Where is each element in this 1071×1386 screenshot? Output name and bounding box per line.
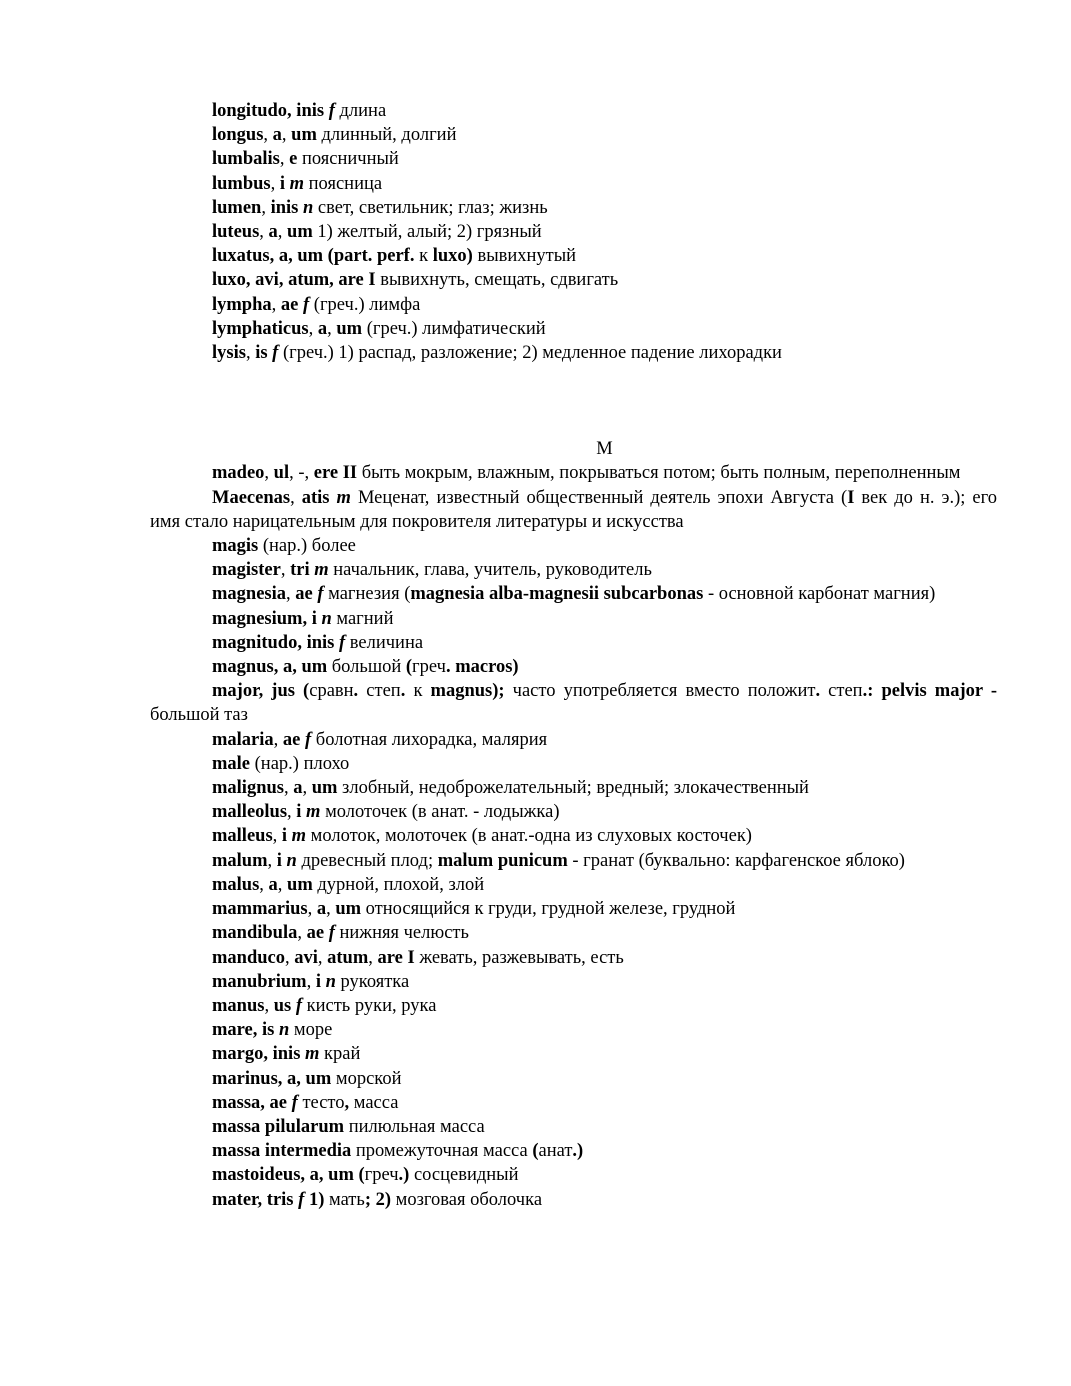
entry-term: malum punicum — [437, 850, 568, 871]
dictionary-entry — [150, 268, 997, 292]
entry-definition: , — [368, 947, 378, 968]
entry-definition: (нар.) плохо — [250, 753, 350, 774]
entry-term: ere II — [313, 463, 358, 484]
entry-term: luxo) — [432, 246, 473, 267]
entry-term: manubrium — [212, 971, 307, 992]
entry-definition: быть мокрым, влажным, покрываться потом; быть полным, переполненным — [357, 463, 961, 484]
entry-definition: , — [264, 463, 274, 484]
entry-term: .: pelvis major - — [862, 681, 998, 702]
entry-term: magnesia alba-magnesii subcarbonas — [410, 584, 704, 605]
entry-term: ( — [405, 657, 413, 678]
entry-term: e — [289, 149, 298, 170]
entry-term: inis — [270, 197, 303, 218]
entry-definition: край — [319, 1044, 361, 1065]
entry-definition: магнезия ( — [323, 584, 411, 605]
entry-definition: , — [290, 487, 302, 508]
entry-gender: m — [314, 560, 329, 581]
entry-gender: f — [298, 1189, 305, 1210]
entry-definition: анат — [538, 1141, 573, 1162]
dictionary-entry — [150, 946, 997, 970]
entry-definition: степ — [828, 681, 863, 702]
dictionary-entry — [150, 534, 997, 558]
entry-term: malum — [212, 850, 268, 871]
section-l-entries — [150, 99, 997, 365]
entry-definition: молоточек (в анат. - лодыжка) — [320, 802, 560, 823]
entry-definition: часто употребляется вместо положит — [504, 681, 816, 702]
entry-definition: , — [317, 947, 328, 968]
entry-gender: n — [286, 850, 297, 871]
entry-term: longus — [212, 125, 264, 146]
entry-definition: , — [264, 995, 274, 1016]
entry-definition: , — [326, 899, 336, 920]
entry-definition: рукоятка — [335, 971, 410, 992]
entry-term: is — [255, 343, 273, 364]
entry-term: malus — [212, 874, 260, 895]
entry-term: i — [276, 850, 287, 871]
entry-definition: пилюльная масса — [344, 1116, 485, 1137]
entry-definition: мозговая оболочка — [391, 1189, 543, 1210]
entry-gender: n — [321, 608, 332, 629]
dictionary-entry — [150, 728, 997, 752]
entry-definition: , — [280, 560, 291, 581]
entry-term: magnesium, i — [212, 608, 322, 629]
entry-definition: греч — [364, 1165, 399, 1186]
entry-definition: , — [277, 222, 288, 243]
dictionary-entry — [150, 655, 997, 679]
entry-term: malaria — [212, 729, 274, 750]
entry-definition: сравн — [309, 681, 354, 702]
entry-definition: нижняя челюсть — [334, 923, 469, 944]
entry-term: mandibula — [212, 923, 298, 944]
entry-definition: (греч.) лимфатический — [362, 318, 546, 339]
dictionary-entry — [150, 244, 997, 268]
entry-term: tri — [290, 560, 315, 581]
entry-term: lumbalis — [212, 149, 280, 170]
entry-term: madeo — [212, 463, 265, 484]
entry-term: um — [335, 899, 362, 920]
entry-term: um — [287, 222, 313, 243]
entry-definition: , — [245, 343, 256, 364]
entry-term: magnus); — [430, 681, 505, 702]
entry-term: mater, tris — [212, 1189, 299, 1210]
dictionary-entry — [150, 824, 997, 848]
entry-term: mastoideus, a, um ( — [212, 1165, 365, 1186]
entry-definition: море — [289, 1020, 333, 1041]
entry-gender: f — [302, 294, 310, 315]
entry-definition: сосцевидный — [409, 1165, 519, 1186]
entry-definition: , — [287, 802, 297, 823]
entry-definition: масса — [349, 1092, 399, 1113]
dictionary-entry — [150, 1091, 997, 1115]
entry-term: massa intermedia — [212, 1141, 352, 1162]
entry-term: ae — [306, 923, 329, 944]
entry-definition: злобный, недоброжелательный; вредный; злокачественный — [337, 778, 809, 799]
entry-definition: , — [281, 125, 292, 146]
entry-term: luxatus, a, um (part. perf. — [212, 246, 415, 267]
dictionary-entry — [150, 558, 997, 582]
entry-term: I — [847, 487, 855, 508]
letter-heading: M — [596, 439, 613, 460]
entry-definition: магний — [331, 608, 394, 629]
entry-definition: - основной карбонат магния) — [703, 584, 936, 605]
section-gap — [150, 365, 997, 437]
entry-definition: греч — [412, 657, 446, 678]
dictionary-entry — [150, 631, 997, 655]
dictionary-entry — [150, 752, 997, 776]
entry-definition: относящийся к груди, грудной железе, грудной — [361, 899, 736, 920]
entry-gender: m — [289, 173, 305, 194]
entry-term: . — [353, 681, 367, 702]
entry-definition: степ — [366, 681, 401, 702]
entry-definition: , — [285, 947, 295, 968]
dictionary-entry — [150, 461, 997, 485]
entry-term: a — [316, 899, 327, 920]
dictionary-entry — [150, 679, 997, 727]
entry-term: 1) — [304, 1189, 325, 1210]
entry-definition: , — [263, 125, 273, 146]
entry-definition: , — [297, 923, 307, 944]
entry-term: Maecenas — [212, 487, 291, 508]
entry-term: lumbus — [212, 173, 271, 194]
entry-gender: m — [336, 487, 351, 508]
entry-definition: , -, — [289, 463, 314, 484]
entry-definition: вывихнутый — [472, 246, 577, 267]
entry-term: i — [315, 971, 326, 992]
entry-definition: длинный, долгий — [316, 125, 457, 146]
dictionary-entry — [150, 849, 997, 873]
entry-definition: древесный плод; — [296, 850, 438, 871]
entry-term: magnesia — [212, 584, 286, 605]
entry-definition: длина — [334, 101, 387, 121]
entry-term: ul — [273, 463, 290, 484]
entry-term: malleus — [212, 826, 273, 847]
entry-term: male — [212, 753, 251, 774]
entry-definition: тесто — [297, 1092, 345, 1113]
dictionary-entry — [150, 1188, 997, 1212]
entry-term: ae — [282, 729, 305, 750]
entry-definition: молоток, молоточек (в анат.-одна из слуховых косточек) — [306, 826, 752, 847]
entry-term: i — [281, 826, 292, 847]
entry-definition: к — [413, 681, 431, 702]
dictionary-entry — [150, 196, 997, 220]
entry-term: . — [815, 681, 829, 702]
entry-definition: большой таз — [150, 705, 248, 726]
entry-definition: , — [259, 222, 269, 243]
entry-term: mammarius — [212, 899, 308, 920]
dictionary-entry — [150, 800, 997, 824]
entry-gender: m — [291, 826, 307, 847]
entry-term: a — [293, 778, 303, 799]
entry-term: magis — [212, 536, 259, 557]
entry-term: magnitudo, inis — [212, 632, 339, 653]
dictionary-entry — [150, 582, 997, 606]
entry-definition: (греч.) лимфа — [309, 294, 421, 315]
dictionary-entry — [150, 1163, 997, 1187]
entry-definition: свет, светильник; глаз; жизнь — [313, 197, 548, 218]
entry-definition: (греч.) 1) распад, разложение; 2) медленное падение лихорадки — [278, 343, 782, 364]
entry-term: malignus — [212, 778, 284, 799]
entry-definition: поясничный — [297, 149, 399, 170]
entry-definition: 1) желтый, алый; 2) грязный — [312, 222, 542, 243]
dictionary-entry — [150, 486, 997, 534]
dictionary-page — [150, 99, 997, 1212]
dictionary-entry — [150, 921, 997, 945]
entry-term: major, jus ( — [212, 681, 310, 702]
entry-gender: f — [291, 1092, 298, 1113]
entry-definition: , — [261, 197, 271, 218]
dictionary-entry — [150, 970, 997, 994]
entry-definition: Меценат, известный общественный деятель эпохи Августа ( — [350, 487, 848, 508]
entry-definition: дурной, плохой, злой — [312, 874, 485, 895]
dictionary-entry — [150, 873, 997, 897]
entry-definition: мать — [324, 1189, 365, 1210]
entry-term: massa pilularum — [212, 1116, 345, 1137]
entry-term: lymphaticus — [212, 318, 309, 339]
entry-definition: (нар.) более — [258, 536, 356, 557]
entry-gender: n — [325, 971, 336, 992]
entry-term: ae — [280, 294, 303, 315]
entry-gender: f — [328, 923, 335, 944]
entry-term: um — [311, 778, 338, 799]
entry-definition: , — [277, 874, 288, 895]
entry-gender: n — [278, 1020, 290, 1041]
entry-gender: f — [328, 101, 335, 121]
entry-gender: n — [303, 197, 314, 218]
entry-definition: век до н. э.); его имя стало нарицательным для покровителя литературы и искусства — [150, 487, 998, 532]
dictionary-entry — [150, 220, 997, 244]
entry-definition: , — [302, 778, 312, 799]
entry-term: lysis — [212, 343, 246, 364]
entry-definition: , — [267, 850, 277, 871]
entry-definition: , — [272, 826, 282, 847]
entry-gender: m — [305, 1044, 320, 1065]
entry-term: massa, ae — [212, 1092, 292, 1113]
entry-term: manus — [212, 995, 265, 1016]
entry-term: atum — [327, 947, 369, 968]
entry-gender: f — [295, 995, 302, 1016]
entry-term: i — [279, 173, 290, 194]
entry-definition: большой — [327, 657, 406, 678]
entry-term: marinus, a, um — [212, 1068, 332, 1089]
dictionary-entry — [150, 1139, 997, 1163]
dictionary-entry — [150, 776, 997, 800]
entry-definition: вывихнуть, смещать, сдвигать — [375, 270, 619, 291]
dictionary-entry — [150, 123, 997, 147]
entry-gender: f — [272, 343, 279, 364]
entry-definition: , — [286, 584, 296, 605]
entry-gender: f — [338, 632, 346, 653]
entry-term: luxo, avi, atum, are I — [212, 270, 376, 291]
section-m-entries — [150, 461, 997, 1211]
entry-term: um — [291, 125, 317, 146]
entry-term: malleolus — [212, 802, 288, 823]
entry-term: avi — [294, 947, 318, 968]
entry-definition: промежуточная масса — [351, 1141, 533, 1162]
entry-term: magnus, a, um — [212, 657, 328, 678]
entry-definition: поясница — [304, 173, 383, 194]
dictionary-entry — [150, 1042, 997, 1066]
entry-term: are I — [377, 947, 415, 968]
entry-term: i — [296, 802, 307, 823]
entry-term: .) — [572, 1141, 584, 1162]
entry-term: a — [317, 318, 328, 339]
entry-definition: , — [308, 318, 318, 339]
dictionary-entry — [150, 607, 997, 631]
entry-gender: f — [305, 729, 312, 750]
entry-definition: начальник, глава, учитель, руководитель — [328, 560, 652, 581]
entry-term: lympha — [212, 294, 272, 315]
entry-definition: , — [279, 149, 290, 170]
entry-definition: , — [306, 971, 316, 992]
entry-term: manduco — [212, 947, 285, 968]
entry-term: margo, inis — [212, 1044, 306, 1065]
entry-term: atis — [301, 487, 337, 508]
entry-definition: , — [270, 173, 280, 194]
entry-term: , — [344, 1092, 350, 1113]
dictionary-entry — [150, 897, 997, 921]
entry-term: luteus — [212, 222, 260, 243]
dictionary-entry — [150, 1018, 997, 1042]
entry-term: ae — [295, 584, 318, 605]
entry-term: um — [336, 318, 363, 339]
entry-definition: , — [271, 294, 281, 315]
entry-term: . macros) — [445, 657, 519, 678]
dictionary-entry — [150, 147, 997, 171]
entry-term: us — [273, 995, 296, 1016]
entry-definition: жевать, разжевывать, есть — [414, 947, 624, 968]
entry-term: ; 2) — [364, 1189, 392, 1210]
entry-definition: морской — [331, 1068, 402, 1089]
entry-term: .) — [398, 1165, 410, 1186]
dictionary-entry — [150, 172, 997, 196]
entry-definition: , — [327, 318, 337, 339]
entry-term: a — [272, 125, 282, 146]
entry-definition: к — [414, 246, 433, 267]
dictionary-entry — [150, 1115, 997, 1139]
entry-term: lumen — [212, 197, 262, 218]
entry-definition: болотная лихорадка, малярия — [311, 729, 548, 750]
entry-definition: величина — [345, 632, 424, 653]
entry-definition: , — [259, 874, 269, 895]
entry-term: a — [268, 222, 278, 243]
entry-definition: , — [283, 778, 294, 799]
dictionary-entry — [150, 99, 997, 123]
entry-term: um — [287, 874, 313, 895]
entry-definition: , — [273, 729, 283, 750]
entry-term: . — [400, 681, 414, 702]
entry-term: mare, is — [212, 1020, 279, 1041]
dictionary-entry — [150, 293, 997, 317]
entry-definition: - гранат (буквально: карфагенское яблоко) — [567, 850, 905, 871]
entry-term: magister — [212, 560, 281, 581]
dictionary-entry — [150, 317, 997, 341]
entry-definition: кисть руки, рука — [302, 995, 437, 1016]
dictionary-entry — [150, 341, 997, 365]
entry-term: a — [268, 874, 278, 895]
entry-term: longitudo, inis — [212, 101, 329, 121]
entry-definition: , — [307, 899, 317, 920]
dictionary-entry — [150, 994, 997, 1018]
entry-gender: f — [317, 584, 324, 605]
entry-term: ( — [532, 1141, 539, 1162]
entry-gender: m — [306, 802, 321, 823]
dictionary-entry — [150, 1067, 997, 1091]
